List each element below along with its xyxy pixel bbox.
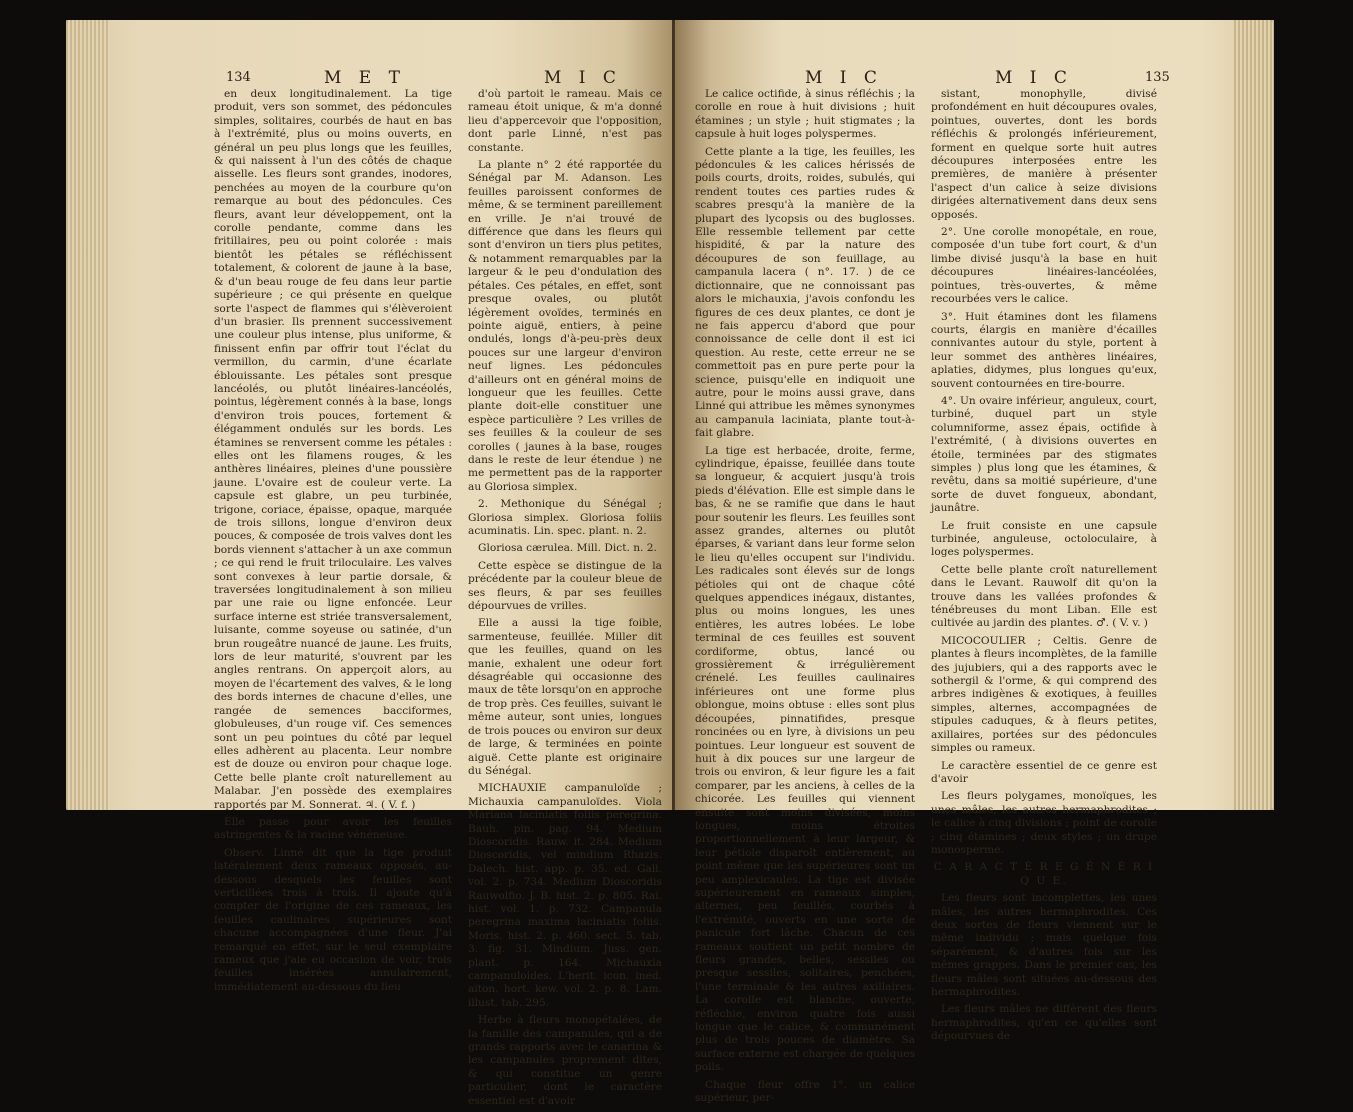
running-head-left: M I C <box>805 68 883 88</box>
running-head-right: M I C <box>995 68 1073 88</box>
left-page-column-1 <box>214 88 452 998</box>
right-page-column-2 <box>931 88 1157 1048</box>
paragraph: MICOCOULIER ; Celtis. Genre de plantes à fleurs incomplètes, de la famille des jujubiers, qui a des rapports avec le sothergil & l'orme, & qui comprend des arbres indigènes & exotiques, à feuilles simples, alternes, accompagnées de stipules caduques, & à fleurs petites, axillaires, portées sur des pédoncules simples ou rameux. <box>931 634 1157 755</box>
paragraph: Les fleurs mâles ne diffèrent des fleurs hermaphrodites, qu'en ce qu'elles sont dépourvues de <box>931 1003 1157 1043</box>
paragraph: Elle passe pour avoir les feuilles astringentes & la racine vénéneuse. <box>214 815 452 842</box>
paragraph: MICHAUXIE campanuloïde ; Michauxia campanuloïdes. Viola Mariana laciniatis foliis peregrina. Bauh. pin. pag. 94. Medium Dioscoridis. Rauw. it. 284. Medium Dioscoridis, vel mindium Rhazis. Dalech. hist. app. p. 35. ed. Gall. vol. 2. p. 734. Medium Dioscoridis Rauwolfio. J. B. hist. 2. p. 805. Rai. hist. vol. 1. p. 732. Campanula peregrina maxima laciniatis foliis. Moris. hist. 2. p. 460. sect. 5. tab. 3. fig. 31. Mindium. Juss. gen. plant. p. 164. Michauxia campanuloides. L'herit. icon. ined. aiton. hort. kew. vol. 2. p. 8. Lam. illust. tab. 295. <box>468 782 662 1009</box>
paragraph: Elle a aussi la tige foible, sarmenteuse, feuillée. Miller dit que les feuilles, quand on les manie, exhalent une odeur fort désagréable qui occasionne des maux de tête lorsqu'on en approche de trop près. Ces feuilles, suivant le même auteur, sont unies, longues de trois pouces ou environ sur deux de large, & terminées en pointe aiguë. Cette plante est originaire du Sénégal. <box>468 617 662 777</box>
paragraph: d'où partoit le rameau. Mais ce rameau étoit unique, & m'a donné lieu d'appercevoir que l'opposition, dont parle Linné, n'est pas constante. <box>468 88 662 154</box>
paragraph: Chaque fleur offre 1°. un calice supérieur, per- <box>695 1078 915 1105</box>
paragraph: C A R A C T È R E G É N É R I Q U E. <box>933 861 1155 887</box>
paragraph: en deux longitudinalement. La tige produit, vers son sommet, des pédoncules simples, solitaires, courbés de haut en bas à l'extrémité, plus ou moins ouverts, en général un peu plus longs que les feuilles, & qui naissent à l'un des côtés de chaque aisselle. Les fleurs sont grandes, inodores, penchées au moyen de la courbure qu'on remarque au bout des pédoncules. Ces fleurs, avant leur développement, ont la corolle pendante, comme dans les fritillaires, peu ou point colorée : mais bientôt les pétales se réfléchissent totalement, & colorent de jaune à la base, & d'un beau rouge de feu dans leur partie supérieure ; ce qui présente en quelque sorte l'aspect de flammes qui s'élèveroient d'un brasier. Ils prennent successivement une couleur plus intense, plus uniforme, & finissent enfin par offrir tout l'éclat du vermillon, du carmin, d'une écarlate éblouissante. Les pétales sont presque lancéolés, ou plutôt linéaires-lancéolés, pointus, légèrement connés à la base, longs d'environ trois pouces, fortement & élégamment ondulés sur les bords. Les étamines se renversent comme les pétales : elles ont les filamens rouges, & les anthères linéaires, pleines d'une poussière jaune. L'ovaire est de couleur verte. La capsule est glabre, un peu turbinée, trigone, coriace, épaisse, opaque, marquée de trois sillons, longue d'environ deux pouces, & composée de trois valves dont les bords viennent s'attacher à un axe commun ; ce qui rend le fruit triloculaire. Les valves sont convexes à leur partie dorsale, & traversées longitudinalement à son milieu par une raie ou ligne enfoncée. Leur surface interne est striée transversalement, luisante, comme soyeuse ou satinée, d'un brun rougeâtre nuancé de jaune. Les fruits, lors de leur maturité, s'ouvrent par les angles rentrans. On apperçoit alors, au moyen de l'écartement des valves, & le long des bords internes de chacune d'elles, une rangée de semences bacciformes, globuleuses, d'un rouge vif. Ces semences sont un peu pointues du côté par lequel elles adhèrent au placenta. Leur nombre est de douze ou environ pour chaque loge. Cette belle plante croît naturellement au Malabar. J'en possède des exemplaires rapportés par M. Sonnerat. ♃. ( V. f. ) <box>214 88 452 811</box>
page-stack-edge-right <box>1232 20 1274 810</box>
paragraph: Le caractère essentiel de ce genre est d'avoir <box>931 759 1157 785</box>
paragraph: Cette espèce se distingue de la précédente par la couleur bleue de ses fleurs, & par ses feuilles dépourvues de vrilles. <box>468 559 662 613</box>
running-head-left: M E T <box>324 68 406 88</box>
paragraph: La tige est herbacée, droite, ferme, cylindrique, épaisse, feuillée dans toute sa longueur, & acquiert jusqu'à trois pieds d'élévation. Elle est simple dans le bas, & ne se ramifie que dans le haut pour soutenir les fleurs. Les feuilles sont assez grandes, alternes ou plutôt éparses, & variant dans leur forme selon le lieu qu'elles occupent sur l'individu. Les radicales sont élevés sur de longs pétioles qui ont de chaque côté quelques appendices inégaux, distantes, plus ou moins longues, les unes entières, les autres lobées. Le lobe terminal de ces feuilles est souvent cordiforme, obtus, lancé ou grossièrement & irrégulièrement crénelé. Les feuilles caulinaires inférieures ont une forme plus oblongue, moins obtuse : elles sont plus découpées, pinnatifides, presque roncinées ou en lyre, à divisions un peu pointues. Leur longueur est souvent de huit à dix pouces sur une largeur de trois ou environ, & leur figure les a fait comparer, par les anciens, à celles de la chicorée. Les feuilles qui viennent ensuite sont moins divisées, moins longues, moins étroites proportionnellement à leur largeur, & leur pétiole disparoît entièrement, au point même que les supérieures sont un peu amplexicaules. La tige est divisée supérieurement en rameaux simples, alternes, peu feuillés, courbés à l'extrémité, ouverts en une sorte de panicule fort lâche. Chacun de ces rameaux soutient un petit nombre de fleurs grandes, belles, sessiles ou presque sessiles, solitaires, penchées, l'une terminale & les autres axillaires. La corolle est blanche, ouverte, réfléchie, environ quatre fois aussi longue que le calice, & communément plus de trois pouces de diamètre. Sa surface externe est chargée de quelques poils. <box>695 444 915 1074</box>
paragraph: Les fleurs polygames, monoïques, les unes mâles, les autres hermaphrodites ; le calice à cinq divisions ; point de corolle ; cinq étamines ; deux styles ; un drupe monosperme. <box>931 790 1157 856</box>
paragraph: Les fleurs sont incomplettes, les unes mâles, les autres hermaphrodites. Ces deux sortes de fleurs viennent sur le même individu ; mais quelque fois séparément, & d'autres fois sur les mêmes grappes. Dans le premier cas, les fleurs mâles sont situées au-dessous des hermaphrodites. <box>931 892 1157 998</box>
paragraph: Cette belle plante croît naturellement dans le Levant. Rauwolf dit qu'on la trouve dans les vallées profondes & ténébreuses du mont Liban. Elle est cultivée au jardin des plantes. ♂. ( V. v. ) <box>931 563 1157 630</box>
right-page-column-1 <box>695 88 915 1109</box>
right-page <box>675 20 1273 1105</box>
paragraph: La plante n° 2 été rapportée du Sénégal par M. Adanson. Les feuilles paroissent conformes de même, & se terminent pareillement en vrille. Je n'ai trouvé de différence que dans les fleurs qui sont d'environ un tiers plus petites, & notamment remarquables par la largeur & le peu d'ondulation des pétales. Ces pétales, en effet, sont presque ovales, ou plutôt légèrement ovoïdes, terminés en pointe aiguë, entiers, à peine ondulés, longs d'à-peu-près deux pouces sur une largeur d'environ neuf lignes. Les pédoncules d'ailleurs ont en général moins de longueur que les feuilles. Cette plante doit-elle constituer une espèce particulière ? Les vrilles de ses feuilles & la couleur de ses corolles ( jaunes à la base, rouges dans le reste de leur étendue ) ne me permettent pas de la rapporter au Gloriosa simplex. <box>468 159 662 493</box>
paragraph: Herbe à fleurs monopétalées, de la famille des campanules, qui a de grands rapports avec le canarina & les campanules proprement dites, & qui constitue un genre particulier, dont le caractère essentiel est d'avoir <box>468 1014 662 1107</box>
paragraph: 3°. Huit étamines dont les filamens courts, élargis en manière d'écailles connivantes autour du style, portent à leur sommet des anthères linéaires, aplaties, didymes, plus longues qu'eux, souvent contournées en tire-bourre. <box>931 310 1157 390</box>
page-number-left: 134 <box>226 70 251 85</box>
paragraph: Le fruit consiste en une capsule turbinée, anguleuse, octoloculaire, à loges polyspermes. <box>931 519 1157 559</box>
paragraph: Observ. Linné dit que la tige produit latéralement deux rameaux opposés, au-dessous desquels les feuilles sont verticillées trois à trois. Il ajoute qu'à compter de l'origine de ces rameaux, les feuilles caulinaires supérieures sont chacune accompagnées d'une fleur. J'ai remarqué en effet, sur le seul exemplaire rameux que j'aie eu occasion de voir, trois feuilles insérées annulairement, immédiatement au-dessous du lieu <box>214 846 452 993</box>
paragraph: 2. Methonique du Sénégal ; Gloriosa simplex. Gloriosa foliis acuminatis. Lin. spec. plant. n. 2. <box>468 498 662 537</box>
paragraph: sistant, monophylle, divisé profondément en huit découpures ovales, pointues, ouvertes, dont les bords réfléchis & prolongés inférieurement, forment en quelque sorte huit autres découpures interposées entre les premières, de manière à présenter l'aspect d'un calice à seize divisions dirigées alternativement dans deux sens opposés. <box>931 88 1157 221</box>
running-head-right: M I C <box>544 68 622 88</box>
page-number-right: 135 <box>1145 70 1170 85</box>
paragraph: Gloriosa cærulea. Mill. Dict. n. 2. <box>478 542 657 555</box>
paragraph: 4°. Un ovaire inférieur, anguleux, court, turbiné, duquel part un style columniforme, assez épais, octifide à l'extrémité, ( à divisions ouvertes en étoile, terminées par des stigmates simples ) plus long que les étamines, & revêtu, dans sa moitié supérieure, d'une sorte de duvet fongueux, abondant, jaunâtre. <box>931 394 1157 515</box>
left-page <box>66 20 672 1107</box>
page-stack-edge-left <box>66 20 110 810</box>
paragraph: 2°. Une corolle monopétale, en roue, composée d'un tube fort court, & d'un limbe divisé jusqu'à la base en huit découpures linéaires-lancéolées, pointues, très-ouvertes, & même recourbées vers le calice. <box>931 226 1157 306</box>
paragraph: Le calice octifide, à sinus réfléchis ; la corolle en roue à huit divisions ; huit étamines ; un style ; huit stigmates ; la capsule à huit loges polyspermes. <box>695 88 915 141</box>
left-page-column-2 <box>468 88 662 1112</box>
paragraph: Cette plante a la tige, les feuilles, les pédoncules & les calices hérissés de poils courts, droits, roides, subulés, qui rendent toutes ces parties rudes & scabres presqu'à la manière de la plupart des lycopsis ou des buglosses. Elle ressemble tellement par cette hispidité, & par la nature des découpures de son feuillage, au campanula lacera ( n°. 17. ) de ce dictionnaire, que ne connoissant pas alors le michauxia, j'avois confondu les figures de ces deux plantes, ce dont je ne fais appercu d'abord que pour connoissance de celle dont il est ici question. Au reste, cette erreur ne se commettoit pas en pure perte pour la science, puisqu'elle en indiquoit une autre, pour le moins aussi grave, dans Linné qui attribue les mêmes synonymes au campanula laciniata, plante tout-à-fait glabre. <box>695 145 915 440</box>
